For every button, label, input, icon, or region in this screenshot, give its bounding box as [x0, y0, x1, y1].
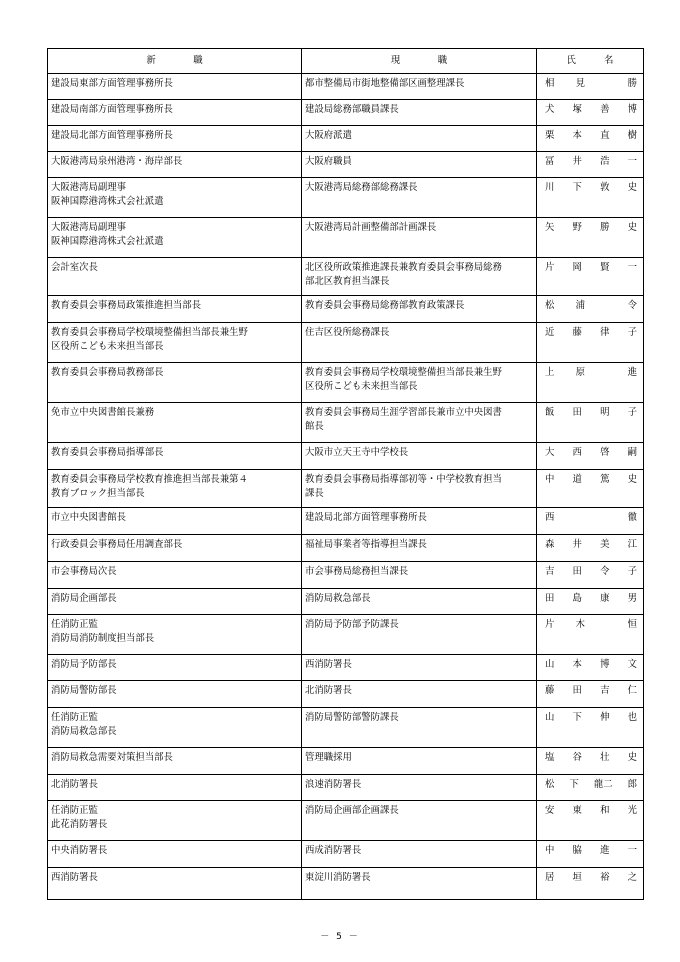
new-position-text: 消防局警防部長: [51, 685, 117, 696]
new-position-text: 大阪港湾局副理事 阪神国際港湾株式会社派遣: [51, 222, 164, 247]
name-char: 片: [545, 619, 555, 630]
name-characters: [545, 844, 637, 858]
name-char: 藤: [545, 685, 555, 696]
current-position-text: 大阪港湾局計画整備部計画課長: [305, 222, 437, 233]
cell-new-position: [48, 258, 302, 296]
table-row: [48, 508, 644, 535]
name-char: 一: [627, 845, 637, 856]
new-position-text: 教育委員会事務局政策推進担当部長: [51, 300, 202, 311]
name-characters: [545, 299, 637, 313]
current-position-text: 消防局警防部警防課長: [305, 712, 399, 723]
current-position-text: 東淀川消防署長: [305, 872, 371, 883]
name-characters: [545, 446, 637, 460]
name-char: 壮: [600, 752, 610, 763]
cell-current-position: [302, 258, 537, 296]
table-row: [48, 403, 644, 443]
name-char: 中: [545, 474, 555, 485]
new-position-text: 教育委員会事務局指導部長: [51, 447, 164, 458]
name-char: 田: [572, 566, 582, 577]
table-row: [48, 100, 644, 126]
name-char: 上: [545, 367, 555, 378]
cell-current-position: [302, 443, 537, 470]
cell-new-position: [48, 615, 302, 655]
table-row: [48, 323, 644, 363]
name-char: 令: [600, 566, 610, 577]
cell-current-position: [302, 615, 537, 655]
cell-new-position: [48, 126, 302, 152]
name-char: 賢: [600, 262, 610, 273]
page-number: － 5 －: [320, 932, 360, 942]
personnel-table: [47, 48, 644, 900]
name-char: 川: [545, 182, 555, 193]
cell-new-position: [48, 535, 302, 562]
cell-new-position: [48, 589, 302, 615]
name-char: 進: [627, 367, 637, 378]
cell-name: [537, 296, 644, 323]
name-char: 子: [627, 566, 637, 577]
name-char: 勝: [627, 78, 637, 89]
table-row: [48, 681, 644, 708]
name-char: 浦: [575, 300, 586, 311]
cell-name: [537, 470, 644, 508]
new-position-text: 任消防正監 消防局救急部長: [51, 712, 117, 737]
name-char: 徹: [627, 512, 637, 523]
table-row: [48, 470, 644, 508]
cell-new-position: [48, 323, 302, 363]
name-characters: [545, 804, 637, 818]
name-char: 安: [545, 805, 555, 816]
new-position-text: 大阪港湾局泉州港湾・海岸部長: [51, 156, 183, 167]
cell-name: [537, 363, 644, 403]
cell-new-position: [48, 801, 302, 841]
table-row: [48, 535, 644, 562]
new-position-text: 建設局南部方面管理事務所長: [51, 104, 173, 115]
name-char: 下: [572, 712, 582, 723]
header-current-position: 現 職: [302, 49, 537, 74]
name-char: 一: [627, 262, 637, 273]
name-characters: [545, 658, 637, 672]
name-char: 敦: [600, 182, 610, 193]
table-row: [48, 589, 644, 615]
current-position-text: 教育委員会事務局生涯学習部長兼市立中央図書 館長: [305, 407, 502, 432]
name-char: 吉: [545, 566, 555, 577]
cell-current-position: [302, 152, 537, 178]
current-position-text: 建設局北部方面管理事務所長: [305, 512, 427, 523]
table-row: [48, 708, 644, 748]
name-characters: [545, 155, 637, 169]
name-char: 史: [627, 752, 637, 763]
cell-new-position: [48, 218, 302, 258]
new-position-text: 任消防正監 消防局消防制度担当部長: [51, 619, 155, 644]
cell-new-position: [48, 403, 302, 443]
name-char: 明: [600, 407, 610, 418]
name-char: 西: [572, 447, 582, 458]
name-char: 井: [572, 156, 582, 167]
cell-name: [537, 562, 644, 589]
new-position-text: 教育委員会事務局学校環境整備担当部長兼生野 区役所こども未来担当部長: [51, 327, 248, 352]
name-characters: [545, 406, 637, 420]
table-row: [48, 218, 644, 258]
name-char: 博: [600, 659, 610, 670]
table-row: [48, 775, 644, 801]
new-position-text: 西消防署長: [51, 872, 98, 883]
name-char: 律: [600, 327, 610, 338]
cell-new-position: [48, 74, 302, 100]
cell-name: [537, 74, 644, 100]
name-char: 森: [545, 539, 555, 550]
cell-new-position: [48, 296, 302, 323]
name-char: 木: [575, 619, 586, 630]
current-position-text: 教育委員会事務局指導部初等・中学校教育担当 課長: [305, 474, 502, 499]
cell-name: [537, 748, 644, 775]
cell-new-position: [48, 748, 302, 775]
name-char: 博: [627, 104, 637, 115]
new-position-text: 北消防署長: [51, 779, 98, 790]
cell-current-position: [302, 655, 537, 681]
current-position-text: 北区役所政策推進課長兼教育委員会事務局総務 部北区教育担当課長: [305, 262, 502, 287]
name-char: 伸: [600, 712, 610, 723]
name-char: 子: [627, 327, 637, 338]
name-char: 嗣: [627, 447, 637, 458]
current-position-text: 消防局予防部予防課長: [305, 619, 399, 630]
name-characters: [545, 473, 637, 487]
new-position-text: 建設局北部方面管理事務所長: [51, 130, 173, 141]
cell-current-position: [302, 178, 537, 218]
name-characters: [545, 751, 637, 765]
name-char: 史: [627, 222, 637, 233]
name-char: 片: [545, 262, 555, 273]
name-char: 飯: [545, 407, 555, 418]
name-char: 龍二: [593, 779, 613, 790]
cell-current-position: [302, 296, 537, 323]
cell-new-position: [48, 681, 302, 708]
name-char: 居: [545, 872, 555, 883]
current-position-text: 浪速消防署長: [305, 779, 362, 790]
current-position-text: 北消防署長: [305, 685, 352, 696]
name-char: 也: [627, 712, 637, 723]
name-char: 裕: [600, 872, 610, 883]
name-char: 樹: [627, 130, 637, 141]
name-char: 浩: [600, 156, 610, 167]
new-position-text: 市立中央図書館長: [51, 512, 127, 523]
name-char: 下: [569, 779, 579, 790]
name-characters: [545, 366, 637, 380]
current-position-text: 都市整備局市街地整備部区画整理課長: [305, 78, 465, 89]
cell-current-position: [302, 708, 537, 748]
cell-name: [537, 681, 644, 708]
new-position-text: 会計室次長: [51, 262, 98, 273]
name-char: 下: [572, 182, 582, 193]
cell-current-position: [302, 126, 537, 152]
table-row: [48, 868, 644, 900]
name-char: 江: [627, 539, 637, 550]
cell-new-position: [48, 363, 302, 403]
name-char: 康: [600, 593, 610, 604]
cell-current-position: [302, 775, 537, 801]
cell-name: [537, 178, 644, 218]
name-characters: [545, 778, 637, 792]
cell-new-position: [48, 508, 302, 535]
current-position-text: 市会事務局総務担当課長: [305, 566, 409, 577]
name-characters: [545, 684, 637, 698]
current-position-text: 大阪市立天王寺中学校長: [305, 447, 409, 458]
name-characters: [545, 129, 637, 143]
cell-current-position: [302, 801, 537, 841]
name-char: 垣: [572, 872, 582, 883]
name-char: 大: [545, 447, 555, 458]
name-characters: [545, 618, 637, 632]
name-char: 本: [572, 659, 582, 670]
table-row: [48, 152, 644, 178]
name-char: 仁: [627, 685, 637, 696]
new-position-text: 消防局企画部長: [51, 593, 117, 604]
name-characters: [545, 221, 637, 235]
cell-name: [537, 403, 644, 443]
current-position-text: 大阪港湾局総務部総務課長: [305, 182, 418, 193]
name-char: 道: [572, 474, 582, 485]
cell-new-position: [48, 470, 302, 508]
cell-new-position: [48, 841, 302, 868]
cell-name: [537, 535, 644, 562]
cell-name: [537, 841, 644, 868]
name-char: 藤: [572, 327, 582, 338]
name-char: 西: [545, 512, 555, 523]
table-body: [48, 74, 644, 900]
current-position-text: 管理職採用: [305, 752, 352, 763]
cell-new-position: [48, 708, 302, 748]
cell-current-position: [302, 681, 537, 708]
cell-name: [537, 615, 644, 655]
name-characters: [545, 261, 637, 275]
name-char: 郎: [627, 779, 637, 790]
cell-current-position: [302, 323, 537, 363]
name-characters: [545, 711, 637, 725]
cell-name: [537, 100, 644, 126]
cell-current-position: [302, 470, 537, 508]
name-char: 山: [545, 712, 555, 723]
cell-new-position: [48, 443, 302, 470]
current-position-text: 消防局企画部企画課長: [305, 805, 399, 816]
name-characters: [545, 565, 637, 579]
current-position-text: 西成消防署長: [305, 845, 362, 856]
cell-name: [537, 152, 644, 178]
cell-name: [537, 323, 644, 363]
cell-current-position: [302, 748, 537, 775]
current-position-text: 教育委員会事務局学校環境整備担当部長兼生野 区役所こども未来担当部長: [305, 367, 502, 392]
header-new-position: 新 職: [48, 49, 302, 74]
name-char: 田: [572, 685, 582, 696]
cell-current-position: [302, 508, 537, 535]
new-position-text: 教育委員会事務局学校教育推進担当部長兼第４ 教育ブロック担当部長: [51, 474, 248, 499]
name-char: 恒: [627, 619, 637, 630]
current-position-text: 大阪府職員: [305, 156, 352, 167]
cell-current-position: [302, 403, 537, 443]
cell-new-position: [48, 775, 302, 801]
new-position-text: 市会事務局次長: [51, 566, 117, 577]
cell-new-position: [48, 562, 302, 589]
current-position-text: 建設局総務部職員課長: [305, 104, 399, 115]
name-char: 冨: [545, 156, 555, 167]
cell-current-position: [302, 74, 537, 100]
current-position-text: 西消防署長: [305, 659, 352, 670]
name-char: 相: [545, 78, 555, 89]
new-position-text: 消防局予防部長: [51, 659, 117, 670]
name-char: 篤: [600, 474, 610, 485]
table-row: [48, 126, 644, 152]
cell-new-position: [48, 152, 302, 178]
name-char: 文: [627, 659, 637, 670]
cell-current-position: [302, 363, 537, 403]
table-row: [48, 74, 644, 100]
new-position-text: 任消防正監 此花消防署長: [51, 805, 108, 830]
new-position-text: 大阪港湾局副理事 阪神国際港湾株式会社派遣: [51, 182, 164, 207]
name-char: 勝: [600, 222, 610, 233]
table-row: [48, 363, 644, 403]
current-position-text: 大阪府派遣: [305, 130, 352, 141]
name-char: 吉: [600, 685, 610, 696]
table-row: [48, 562, 644, 589]
name-char: 和: [600, 805, 610, 816]
table-row: [48, 178, 644, 218]
cell-new-position: [48, 655, 302, 681]
name-char: 一: [627, 156, 637, 167]
name-char: 島: [572, 593, 582, 604]
new-position-text: 教育委員会事務局教務部長: [51, 367, 164, 378]
name-char: 田: [545, 593, 555, 604]
table-row: [48, 655, 644, 681]
name-characters: [545, 103, 637, 117]
name-char: 田: [572, 407, 582, 418]
cell-current-position: [302, 841, 537, 868]
current-position-text: 福祉局事業者等指導担当課長: [305, 539, 427, 550]
current-position-text: 消防局救急部長: [305, 593, 371, 604]
name-char: 犬: [545, 104, 555, 115]
new-position-text: 行政委員会事務局任用調査部長: [51, 539, 183, 550]
name-char: 光: [627, 805, 637, 816]
table-header-row: [48, 49, 644, 74]
cell-name: [537, 589, 644, 615]
name-char: 中: [545, 845, 555, 856]
name-char: 子: [627, 407, 637, 418]
name-char: 進: [600, 845, 610, 856]
name-characters: [545, 326, 637, 340]
table-row: [48, 748, 644, 775]
name-char: 塩: [545, 752, 555, 763]
name-characters: [545, 592, 637, 606]
name-char: 松: [545, 300, 555, 311]
cell-name: [537, 218, 644, 258]
name-char: 東: [572, 805, 582, 816]
cell-name: [537, 708, 644, 748]
cell-name: [537, 868, 644, 900]
name-characters: [545, 77, 637, 91]
name-char: 松: [545, 779, 555, 790]
table-row: [48, 296, 644, 323]
name-char: 之: [627, 872, 637, 883]
header-name: 氏 名: [537, 49, 644, 74]
cell-name: [537, 508, 644, 535]
name-characters: [545, 181, 637, 195]
cell-current-position: [302, 218, 537, 258]
name-char: 谷: [572, 752, 582, 763]
table-row: [48, 841, 644, 868]
cell-current-position: [302, 868, 537, 900]
table-row: [48, 801, 644, 841]
cell-name: [537, 655, 644, 681]
name-char: 男: [627, 593, 637, 604]
cell-new-position: [48, 868, 302, 900]
name-char: 善: [600, 104, 610, 115]
cell-new-position: [48, 100, 302, 126]
name-char: 史: [627, 474, 637, 485]
cell-current-position: [302, 535, 537, 562]
table-row: [48, 258, 644, 296]
name-char: 井: [572, 539, 582, 550]
name-characters: [545, 538, 637, 552]
cell-new-position: [48, 178, 302, 218]
name-char: 脇: [572, 845, 582, 856]
new-position-text: 消防局救急需要対策担当部長: [51, 752, 173, 763]
cell-name: [537, 801, 644, 841]
cell-name: [537, 775, 644, 801]
name-characters: [545, 871, 637, 885]
name-char: 直: [600, 130, 610, 141]
name-char: 野: [572, 222, 582, 233]
name-characters: [545, 511, 637, 525]
name-char: 令: [627, 300, 637, 311]
name-char: 啓: [600, 447, 610, 458]
name-char: 塚: [572, 104, 582, 115]
table-row: [48, 615, 644, 655]
cell-name: [537, 443, 644, 470]
name-char: 美: [600, 539, 610, 550]
cell-current-position: [302, 562, 537, 589]
name-char: 近: [545, 327, 555, 338]
current-position-text: 教育委員会事務局総務部教育政策課長: [305, 300, 465, 311]
name-char: 原: [575, 367, 586, 378]
name-char: 栗: [545, 130, 555, 141]
cell-current-position: [302, 100, 537, 126]
table-row: [48, 443, 644, 470]
name-char: 矢: [545, 222, 555, 233]
new-position-text: 免市立中央図書館長兼務: [51, 407, 155, 418]
cell-name: [537, 126, 644, 152]
name-char: 史: [627, 182, 637, 193]
name-char: 山: [545, 659, 555, 670]
new-position-text: 建設局東部方面管理事務所長: [51, 78, 173, 89]
current-position-text: 住吉区役所総務課長: [305, 327, 390, 338]
cell-name: [537, 258, 644, 296]
cell-current-position: [302, 589, 537, 615]
new-position-text: 中央消防署長: [51, 845, 108, 856]
name-char: 本: [572, 130, 582, 141]
name-char: 岡: [572, 262, 582, 273]
name-char: 見: [575, 78, 586, 89]
